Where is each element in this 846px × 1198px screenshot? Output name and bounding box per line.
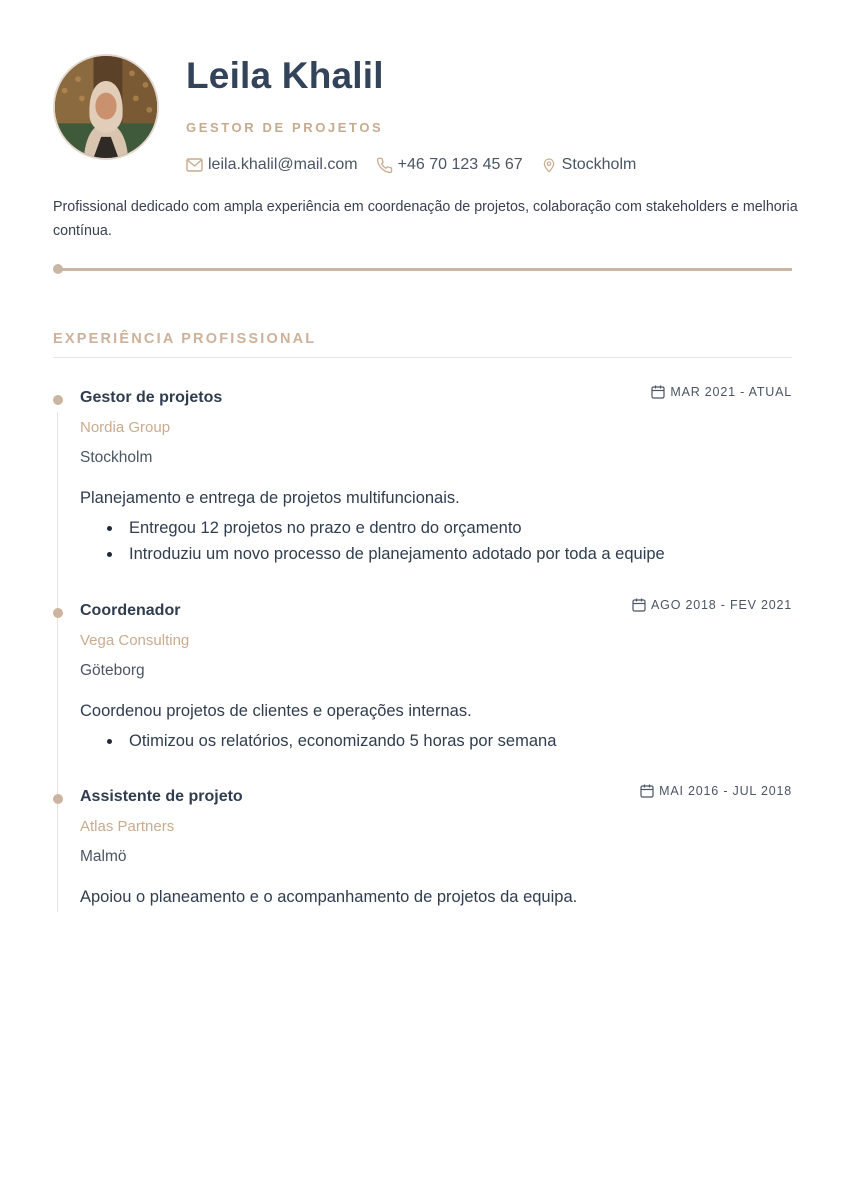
job-dates: [632, 598, 792, 612]
job-achievements: [80, 728, 556, 754]
phone-text: +46 70 123 45 67: [397, 156, 523, 173]
contact-location: [541, 156, 637, 174]
job-dates-text: MAI 2016 - JUL 2018: [659, 784, 792, 798]
job-title: Assistente de projeto: [80, 788, 243, 805]
header-divider: [53, 264, 792, 274]
location-text: Stockholm: [561, 156, 637, 173]
calendar-icon: [640, 784, 654, 798]
profile-summary: Profissional dedicado com ampla experiência em coordenação de projetos, colaboração com stakeholders e melhoria contínua.: [53, 199, 798, 239]
job-city: Malmö: [80, 848, 127, 865]
achievement-item: Introduziu um novo processo de planejamento adotado por toda a equipe: [80, 541, 665, 567]
job-achievements: [80, 515, 665, 567]
avatar: [53, 54, 159, 160]
phone-icon: [376, 157, 393, 174]
timeline-dot: [53, 794, 63, 804]
contact-email[interactable]: [186, 156, 358, 174]
job-company: Vega Consulting: [80, 632, 190, 649]
email-text: leila.khalil@mail.com: [208, 156, 358, 173]
job-city: Stockholm: [80, 449, 153, 466]
job-role: GESTOR DE PROJETOS: [186, 120, 384, 135]
calendar-icon: [632, 598, 646, 612]
candidate-name: Leila Khalil: [186, 55, 384, 96]
job-company: Nordia Group: [80, 419, 171, 436]
achievement-item: Entregou 12 projetos no prazo e dentro do orçamento: [80, 515, 665, 541]
job-dates: [651, 385, 792, 399]
job-title: Coordenador: [80, 602, 181, 619]
job-dates: [640, 784, 792, 798]
divider-line: [58, 268, 792, 271]
job-description: Apoiou o planeamento e o acompanhamento de projetos da equipa.: [80, 888, 578, 906]
calendar-icon: [651, 385, 665, 399]
job-title: Gestor de projetos: [80, 389, 223, 406]
profile-photo: [55, 56, 157, 158]
section-rule: [53, 357, 792, 358]
job-dates-text: MAR 2021 - ATUAL: [670, 385, 792, 399]
job-company: Atlas Partners: [80, 818, 175, 835]
section-title-experience: EXPERIÊNCIA PROFISSIONAL: [53, 331, 317, 347]
timeline-dot: [53, 395, 63, 405]
job-dates-text: AGO 2018 - FEV 2021: [651, 598, 792, 612]
job-description: Coordenou projetos de clientes e operações internas.: [80, 702, 472, 720]
achievement-item: Otimizou os relatórios, economizando 5 horas por semana: [80, 728, 556, 754]
timeline-dot: [53, 608, 63, 618]
job-description: Planejamento e entrega de projetos multifuncionais.: [80, 489, 460, 507]
contact-phone[interactable]: [376, 156, 523, 174]
contact-row: [186, 156, 636, 174]
mail-icon: [186, 158, 203, 172]
location-pin-icon: [541, 156, 557, 174]
timeline-line: [57, 412, 58, 912]
job-city: Göteborg: [80, 662, 145, 679]
